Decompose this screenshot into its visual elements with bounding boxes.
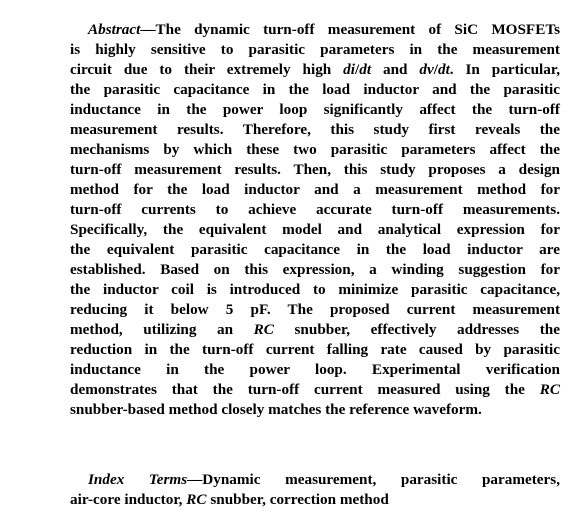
abstract-line-18: inductance in the power loop. Experimental verification <box>70 361 560 378</box>
abstract-line-5: inductance in the power loop significantly affect the turn-off <box>70 101 560 118</box>
index-terms-paragraph <box>70 470 560 510</box>
abstract-dash: — <box>140 21 156 38</box>
abstract-line-17: reduction in the turn-off current falling rate caused by parasitic <box>70 341 560 358</box>
abstract-paragraph <box>70 20 560 420</box>
abstract-line-11: Specifically, the equivalent model and analytical expression for <box>70 221 560 238</box>
index-terms-line-2: air-core inductor, RC snubber, correction method <box>70 491 389 508</box>
abstract-line-15: reducing it below 5 pF. The proposed current measurement <box>70 301 560 318</box>
index-terms-heading: Index Terms <box>88 471 188 488</box>
abstract-line-16: method, utilizing an RC snubber, effectively addresses the <box>70 321 560 338</box>
abstract-line-10: turn-off currents to achieve accurate turn-off measurements. <box>70 201 560 218</box>
abstract-line-19: demonstrates that the turn-off current measured using the RC <box>70 381 560 398</box>
abstract-line-20: snubber-based method closely matches the reference waveform. <box>70 401 482 418</box>
abstract-heading: Abstract <box>88 21 141 38</box>
abstract-line-14: the inductor coil is introduced to minimize parasitic capacitance, <box>70 281 560 298</box>
abstract-line-3: circuit due to their extremely high di/dt and dv/dt. In particular, <box>70 61 560 78</box>
abstract-line-9: method for the load inductor and a measurement method for <box>70 181 560 198</box>
abstract-line-4: the parasitic capacitance in the load inductor and the parasitic <box>70 81 560 98</box>
index-terms-line-1: Index Terms—Dynamic measurement, parasitic parameters, <box>88 471 560 488</box>
abstract-line-7: mechanisms by which these two parasitic parameters affect the <box>70 141 560 158</box>
abstract-line-2: is highly sensitive to parasitic parameters in the measurement <box>70 41 560 58</box>
abstract-line-6: measurement results. Therefore, this study first reveals the <box>70 121 560 138</box>
abstract-line-12: the equivalent parasitic capacitance in the load inductor are <box>70 241 560 258</box>
index-terms-dash: — <box>187 471 203 488</box>
abstract-line-8: turn-off measurement results. Then, this study proposes a design <box>70 161 560 178</box>
abstract-line-1: Abstract—The dynamic turn-off measurement of SiC MOSFETs <box>88 21 560 38</box>
abstract-line-13: established. Based on this expression, a winding suggestion for <box>70 261 560 278</box>
